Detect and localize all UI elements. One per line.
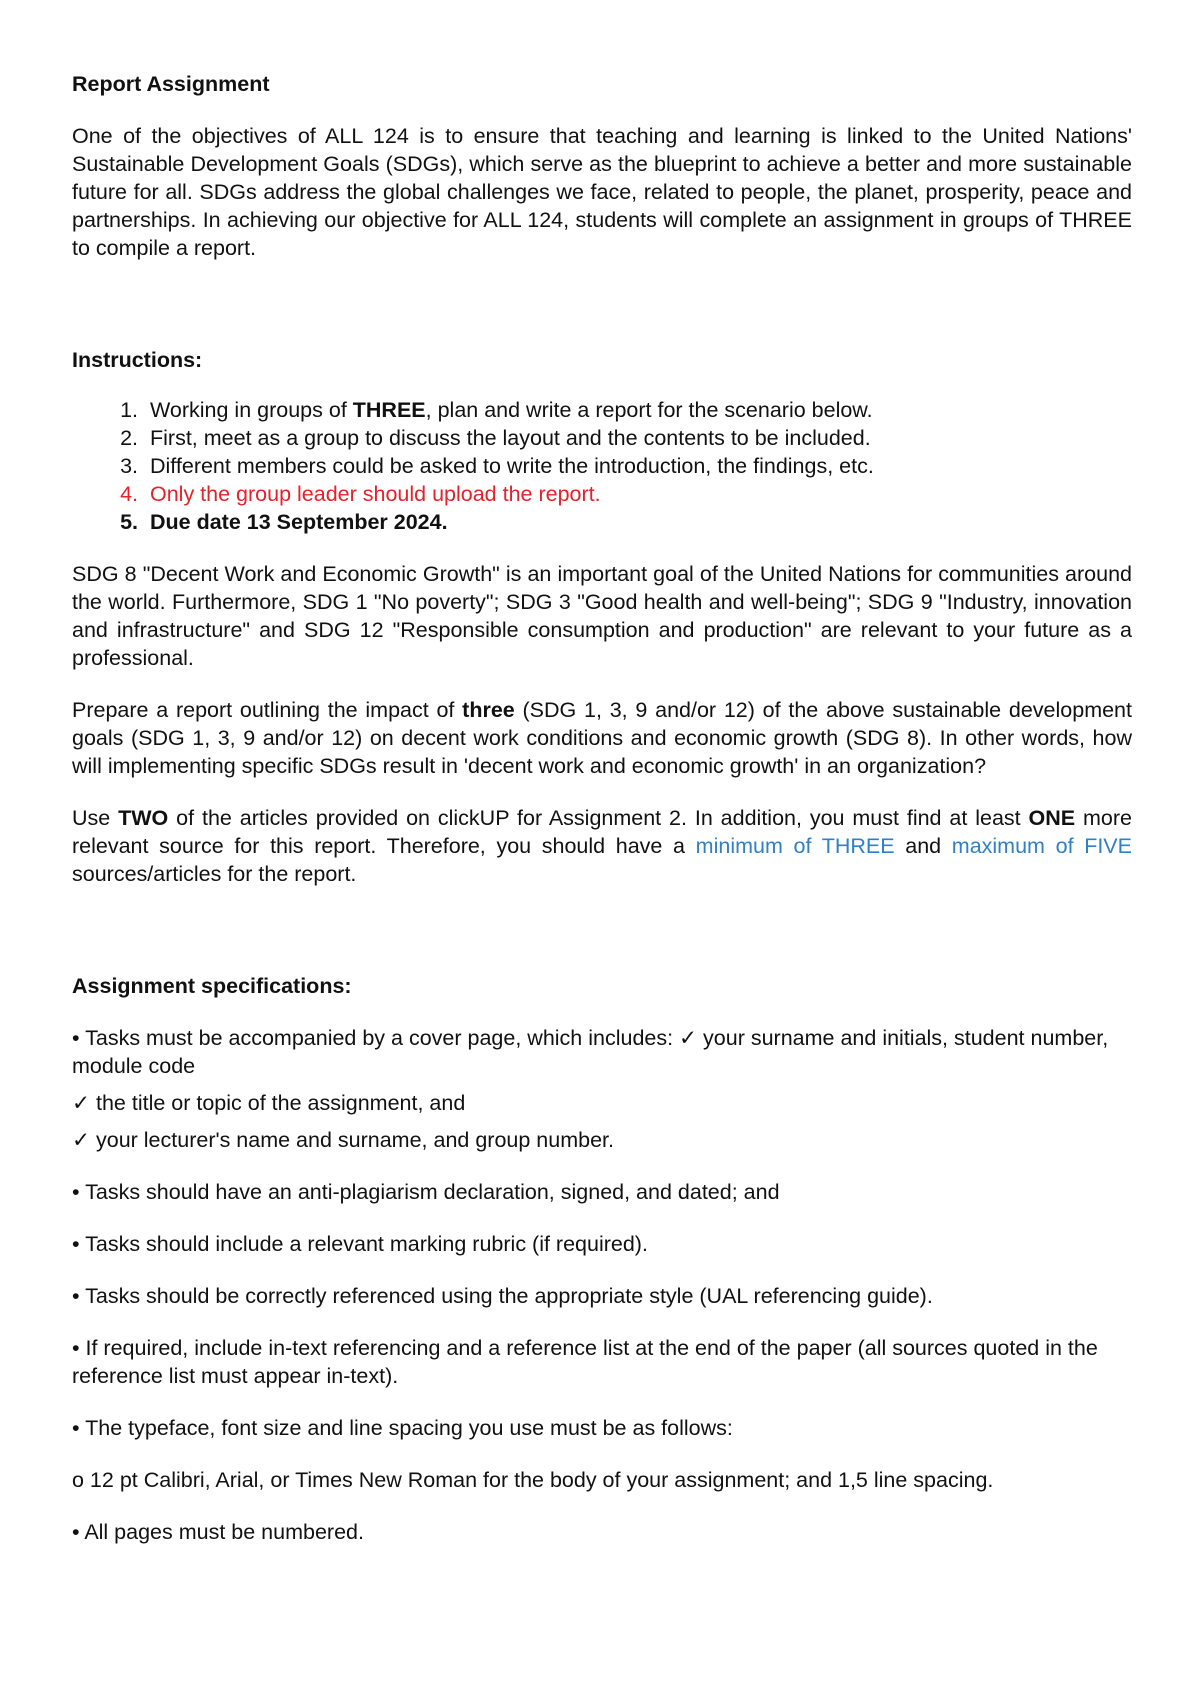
prepare-paragraph: Prepare a report outlining the impact of three (SDG 1, 3, 9 and/or 12) of the above sustainable development goals (SDG 1, 3, 9 and/or 12) on decent work conditions and economic growth (SDG 8). In other words, how will implementing specific SDGs result in 'decent work and economic growth' in an organization? — [72, 698, 1132, 778]
spec-intext: • If required, include in-text referencing and a reference list at the end of the paper (all sources quoted in the reference list must appear in-text). — [72, 1336, 1098, 1388]
intro-paragraph: One of the objectives of ALL 124 is to ensure that teaching and learning is linked to the United Nations' Sustainable Development Goals (SDGs), which serve as the blueprint to achieve a better and more sustainable future for all. SDGs address the global challenges we face, related to people, the planet, prosperity, peace and partnerships. In achieving our objective for ALL 124, students will complete an assignment in groups of THREE to compile a report. — [72, 124, 1132, 260]
spec-check-title: ✓ the title or topic of the assignment, and — [72, 1091, 466, 1115]
specifications-heading: Assignment specifications: — [72, 974, 352, 998]
instructions-list — [72, 396, 1132, 536]
spec-page-numbering: • All pages must be numbered. — [72, 1520, 364, 1544]
spec-cover-page: • Tasks must be accompanied by a cover page, which includes: ✓ your surname and initials, student number, module code — [72, 1026, 1109, 1078]
instructions-heading: Instructions: — [72, 348, 203, 372]
sdg-paragraph: SDG 8 "Decent Work and Economic Growth" is an important goal of the United Nations for communities around the world. Furthermore, SDG 1 "No poverty"; SDG 3 "Good health and well-being"; SDG 9 "Industry, innovation and infrastructure" and SDG 12 "Responsible consumption and production" are relevant to your future as a professional. — [72, 562, 1132, 670]
spec-typeface: • The typeface, font size and line spacing you use must be as follows: — [72, 1416, 733, 1440]
document-page — [72, 70, 1132, 1546]
minimum-sources-highlight: minimum of THREE — [695, 834, 895, 858]
spec-referenced: • Tasks should be correctly referenced using the appropriate style (UAL referencing guide). — [72, 1284, 933, 1308]
spec-check-lecturer: ✓ your lecturer's name and surname, and group number. — [72, 1128, 614, 1152]
sources-paragraph: Use TWO of the articles provided on clickUP for Assignment 2. In addition, you must find at least ONE more relevant source for this report. Therefore, you should have a minimum of THREE and maximum of FIVE sources/articles for the report. — [72, 806, 1132, 886]
instruction-item: 1. Working in groups of THREE, plan and write a report for the scenario below. — [144, 396, 1132, 424]
instruction-item: 2. First, meet as a group to discuss the layout and the contents to be included. — [144, 424, 1132, 452]
spec-plagiarism: • Tasks should have an anti-plagiarism declaration, signed, and dated; and — [72, 1180, 780, 1204]
instruction-item-upload-note: 4. Only the group leader should upload the report. — [144, 480, 1132, 508]
instruction-item: 3. Different members could be asked to write the introduction, the findings, etc. — [144, 452, 1132, 480]
instruction-item-due-date: 5. Due date 13 September 2024. — [144, 508, 1132, 536]
spec-rubric: • Tasks should include a relevant marking rubric (if required). — [72, 1232, 648, 1256]
spec-font-detail: o 12 pt Calibri, Arial, or Times New Roman for the body of your assignment; and 1,5 line spacing. — [72, 1468, 994, 1492]
document-title: Report Assignment — [72, 72, 270, 96]
maximum-sources-highlight: maximum of FIVE — [951, 834, 1132, 858]
